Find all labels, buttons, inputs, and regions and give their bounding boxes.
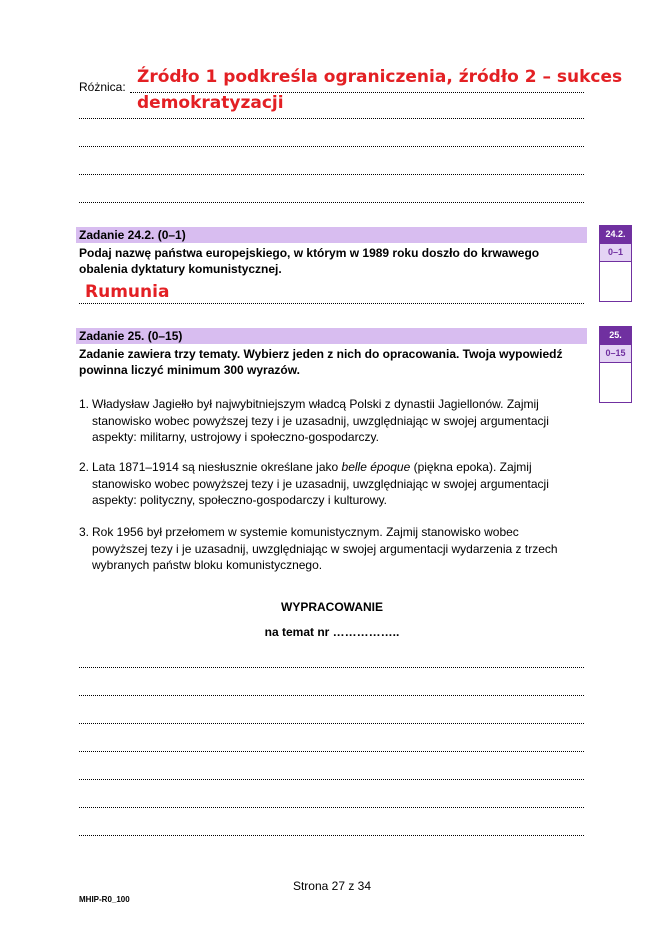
score-box-24-2-range: 0–1	[600, 243, 631, 262]
document-code: MHIP-R0_100	[79, 895, 130, 904]
difference-label: Różnica:	[79, 80, 126, 94]
difference-handwritten-answer-line-2: demokratyzacji	[137, 93, 284, 113]
topic-1-number: 1.	[79, 397, 90, 411]
topic-2-line-2: stanowisko wobec powyższej tezy i je uzasadnij, uwzględniając w swojej argumentacji	[92, 476, 549, 491]
essay-title: WYPRACOWANIE	[281, 600, 383, 614]
page-number: Strona 27 z 34	[292, 879, 372, 893]
topic-3-line-3: wybranych państw bloku komunistycznego.	[92, 558, 323, 572]
topic-2-line-1-pre: Lata 1871–1914 są niesłusznie określane jako	[92, 460, 342, 474]
score-box-24-2-id: 24.2.	[600, 226, 631, 243]
topic-1-line-2: stanowisko wobec powyższej tezy i je uzasadnij, uwzględniając w swojej argumentacji	[92, 413, 549, 428]
topic-1	[79, 396, 584, 446]
essay-line	[79, 779, 584, 780]
answer-line	[79, 174, 584, 175]
essay-line	[79, 835, 584, 836]
topic-1-line-1: Władysław Jagiełło był najwybitniejszym władcą Polski z dynastii Jagiellonów. Zajmij	[92, 397, 539, 411]
answer-line	[79, 118, 584, 119]
topic-2	[79, 459, 584, 509]
difference-handwritten-answer-line-1: Źródło 1 podkreśla ograniczenia, źródło 2 – sukces	[137, 67, 623, 87]
topic-2-line-1-em: belle époque	[341, 460, 411, 474]
task-25-intro-line-1: Zadanie zawiera trzy tematy. Wybierz jeden z nich do opracowania. Twoja wypowiedź	[79, 347, 563, 361]
topic-3	[79, 524, 584, 574]
topic-2-number: 2.	[79, 460, 90, 474]
task-24-2-header: Zadanie 24.2. (0–1)	[79, 228, 186, 242]
task-25-header: Zadanie 25. (0–15)	[79, 329, 183, 343]
essay-line	[79, 695, 584, 696]
task-25-intro-line-2: powinna liczyć minimum 300 wyrazów.	[79, 363, 300, 377]
score-box-25-range: 0–15	[600, 344, 631, 363]
task-24-2-answer-line	[79, 303, 584, 304]
topic-2-line-1	[92, 459, 584, 476]
topic-1-line-3: aspekty: militarny, ustrojowy i społeczno-gospodarczy.	[92, 430, 380, 444]
topic-2-line-1-post: (piękna epoka). Zajmij	[410, 460, 532, 474]
essay-line	[79, 723, 584, 724]
task-25-header-bar	[76, 328, 587, 344]
task-24-2-prompt-line-2: obalenia dyktatury komunistycznej.	[79, 262, 282, 276]
task-24-2-handwritten-answer: Rumunia	[85, 282, 170, 302]
score-box-25-id: 25.	[600, 327, 631, 344]
answer-line	[79, 146, 584, 147]
topic-3-number: 3.	[79, 525, 90, 539]
task-24-2-prompt-line-1: Podaj nazwę państwa europejskiego, w którym w 1989 roku doszło do krwawego	[79, 246, 540, 260]
task-24-2-header-bar	[76, 227, 587, 243]
score-box-25	[599, 326, 632, 403]
topic-2-line-3: aspekty: polityczny, społeczno-gospodarczy i kulturowy.	[92, 493, 388, 507]
essay-line	[79, 751, 584, 752]
score-box-24-2	[599, 225, 632, 302]
essay-subtitle: na temat nr ……………..	[264, 625, 400, 639]
answer-line	[79, 202, 584, 203]
essay-line	[79, 667, 584, 668]
topic-3-line-1: Rok 1956 był przełomem w systemie komunistycznym. Zajmij stanowisko wobec	[92, 525, 519, 539]
essay-line	[79, 807, 584, 808]
topic-3-line-2: powyższej tezy i je uzasadnij, uwzględniając w swojej argumentacji wydarzenia z trzech	[92, 541, 558, 556]
